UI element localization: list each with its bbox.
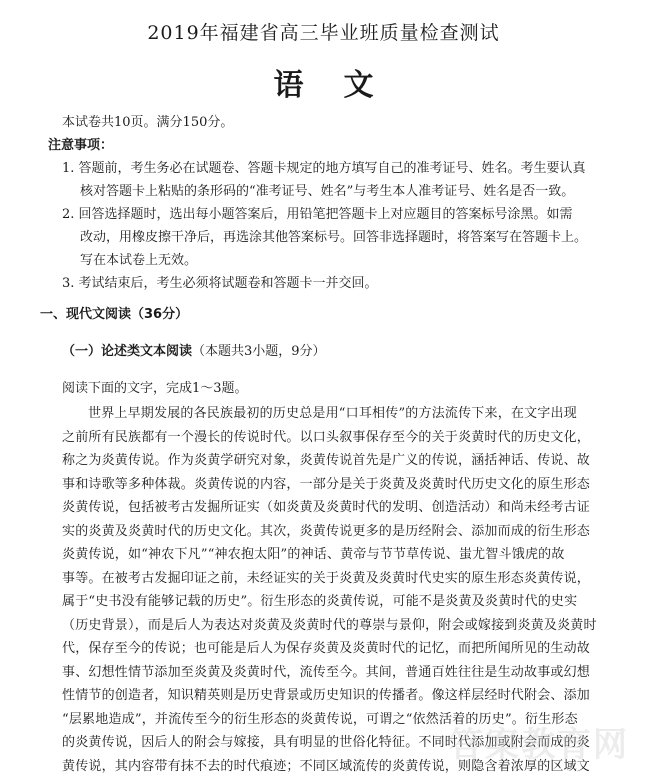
passage-line: 称之为炎黄传说。作为炎黄学研究对象，炎黄传说首先是广义的传说，涵括神话、传说、故 [62,453,591,468]
passage-line: 属于“史书没有能够记载的历史”。衍生形态的炎黄传说，可能不是炎黄及炎黄时代的史实 [62,594,578,609]
reading-instruction: 阅读下面的文字，完成1～3题。 [62,381,248,396]
passage-line: 炎黄传说，包括被考古发掘所证实（如炎黄及炎黄时代的发明、创造活动）和尚未经考古证 [62,500,591,515]
passage-line: 代，保存至今的传说；也可能是后人为保存炎黄及炎黄时代的记忆，而把所闻所见的生动故 [62,641,591,656]
note1-line1: 1. 答题前，考生务必在试题卷、答题卡规定的地方填写自己的准考证号、姓名。考生要认真 [62,161,586,176]
subject-title: 语文 [273,68,414,103]
passage-line: （历史背景），而是后人为表达对炎黄及炎黄时代的尊崇与景仰，附会或嫁接到炎黄及炎黄时 [62,617,597,633]
passage-line: 黄传说，其内容带有抹不去的时代痕迹；不同区域流传的炎黄传说，则隐含着浓厚的区域文 [62,758,591,774]
sub-heading-title: （一）论述类文本阅读 [62,344,193,359]
section1-heading: 一、现代文阅读（36分） [40,307,189,322]
passage-line: 事和诗歌等多种体裁。炎黄传说的内容，一部分是关于炎黄及炎黄时代历史文化的原生形态 [62,476,591,492]
passage-line: 炎黄传说，如“神农下凡”“神农抱太阳”的神话、黄帝与节节草传说、蚩尤智斗饿虎的故 [62,547,565,562]
passage-line: 事、幻想性情节添加至炎黄及炎黄时代，流传至今。其间，普通百姓往往是生动故事或幻想 [62,664,591,680]
sub-heading-note: （本题共3小题，9分） [192,344,326,359]
note1-line2: 核对答题卡上粘贴的条形码的“准考证号、姓名”与考生本人准考证号、姓名是否一致。 [80,184,575,199]
passage-line: 的炎黄传说，因后人的附会与嫁接，具有明显的世俗化特征。不同时代添加或附会而成的炎 [62,735,591,750]
passage-line: 事等。在被考古发掘印证之前，未经证实的关于炎黄及炎黄时代史实的原生形态炎黄传说， [62,570,591,586]
note2-line3: 写在本试卷上无效。 [80,253,198,268]
exam-title: 2019年福建省高三毕业班质量检查测试 [147,22,500,44]
passage-line: “层累地造成”，并流传至今的衍生形态的炎黄传说，可谓之“依然活着的历史”。衍生形态 [62,711,578,727]
watermark-logo: 答案教育网 [449,725,629,765]
section1-sub-heading [62,340,326,359]
notes-heading: 注意事项： [48,138,114,153]
note3-line: 3. 考试结束后，考生必须将试题卷和答题卡一并交回。 [62,276,378,291]
note2-line2: 改动，用橡皮擦干净后，再选涂其他答案标号。回答非选择题时，将答案写在答题卡上。 [80,230,588,245]
passage-line: 世界上早期发展的各民族最初的历史总是用“口耳相传”的方法流传下来，在文字出现 [88,406,577,421]
passage-line: 之前所有民族都有一个漫长的传说时代。以口头叙事保存至今的关于炎黄时代的历史文化， [62,429,591,445]
note2-line1: 2. 回答选择题时，选出每小题答案后，用铅笔把答题卡上对应题目的答案标号涂黑。如需 [62,207,573,222]
passage-line: 性情节的创造者，知识精英则是历史背景或历史知识的传播者。像这样层经时代附会、添加 [62,688,591,703]
passage-line: 实的炎黄及炎黄时代的历史文化。其次，炎黄传说更多的是历经附会、添加而成的衍生形态 [62,523,591,539]
pages-score-line: 本试卷共10页。满分150分。 [62,115,234,130]
